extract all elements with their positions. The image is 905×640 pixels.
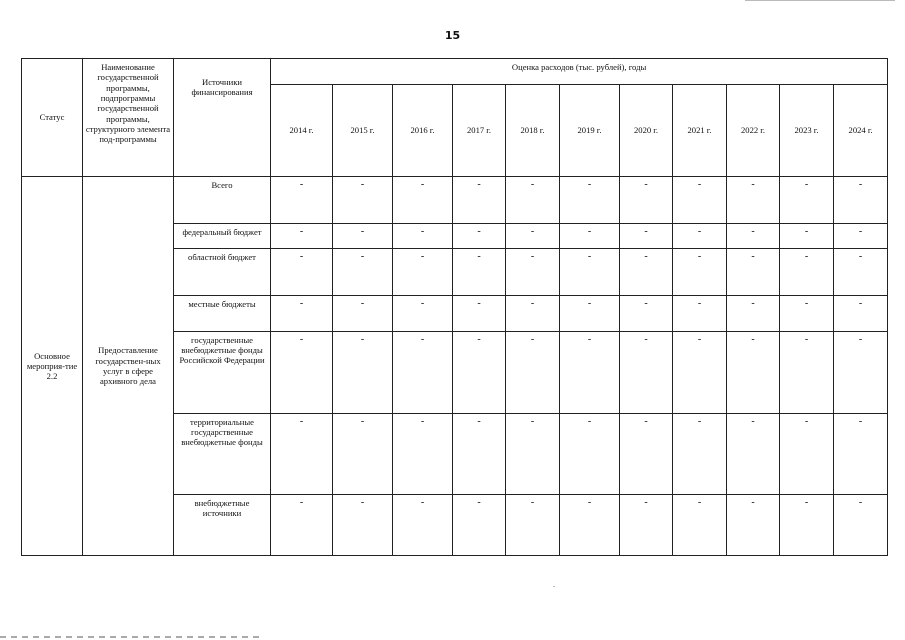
page-number: 15	[444, 29, 461, 42]
value-cell: -	[834, 177, 888, 224]
value-cell: -	[506, 296, 560, 331]
funding-source-cell: федеральный бюджет	[174, 224, 271, 249]
header-year: 2015 г.	[333, 85, 393, 177]
value-cell: -	[560, 249, 620, 296]
value-cell: -	[506, 249, 560, 296]
value-cell: -	[620, 249, 673, 296]
value-cell: -	[834, 331, 888, 413]
value-cell: -	[333, 177, 393, 224]
header-name: Наименование государственной программы, подпрограммы государственной программы, структурного элемента под-программы	[83, 59, 174, 177]
funding-source-cell: территориальные государственные внебюджетные фонды	[174, 413, 271, 494]
status-cell: Основное мероприя-тие 2.2	[22, 177, 83, 556]
value-cell: -	[727, 413, 780, 494]
value-cell: -	[453, 177, 506, 224]
header-year: 2019 г.	[560, 85, 620, 177]
table-row	[22, 177, 888, 224]
header-year: 2016 г.	[393, 85, 453, 177]
value-cell: -	[620, 494, 673, 555]
value-cell: -	[727, 177, 780, 224]
funding-source-cell: областной бюджет	[174, 249, 271, 296]
value-cell: -	[834, 296, 888, 331]
funding-source-cell: внебюджетные источники	[174, 494, 271, 555]
value-cell: -	[620, 177, 673, 224]
value-cell: -	[560, 224, 620, 249]
value-cell: -	[393, 413, 453, 494]
value-cell: -	[780, 494, 834, 555]
value-cell: -	[834, 249, 888, 296]
value-cell: -	[727, 249, 780, 296]
value-cell: -	[333, 331, 393, 413]
value-cell: -	[620, 224, 673, 249]
funding-source-cell: государственные внебюджетные фонды Российской Федерации	[174, 331, 271, 413]
value-cell: -	[780, 413, 834, 494]
header-year: 2022 г.	[727, 85, 780, 177]
value-cell: -	[560, 413, 620, 494]
value-cell: -	[453, 224, 506, 249]
value-cell: -	[393, 177, 453, 224]
value-cell: -	[506, 177, 560, 224]
funding-source-cell: местные бюджеты	[174, 296, 271, 331]
value-cell: -	[673, 177, 727, 224]
value-cell: -	[333, 296, 393, 331]
value-cell: -	[727, 331, 780, 413]
value-cell: -	[453, 331, 506, 413]
value-cell: -	[506, 413, 560, 494]
header-year: 2017 г.	[453, 85, 506, 177]
value-cell: -	[506, 331, 560, 413]
value-cell: -	[620, 296, 673, 331]
header-sources: Источники финансирования	[174, 59, 271, 177]
value-cell: -	[393, 249, 453, 296]
value-cell: -	[673, 413, 727, 494]
value-cell: -	[834, 494, 888, 555]
bottom-scan-noise	[0, 636, 260, 638]
value-cell: -	[560, 177, 620, 224]
value-cell: -	[834, 413, 888, 494]
value-cell: -	[780, 177, 834, 224]
value-cell: -	[673, 331, 727, 413]
value-cell: -	[333, 413, 393, 494]
value-cell: -	[271, 494, 333, 555]
value-cell: -	[560, 494, 620, 555]
value-cell: -	[393, 331, 453, 413]
header-status: Статус	[22, 59, 83, 177]
value-cell: -	[271, 224, 333, 249]
scan-mark	[553, 586, 555, 587]
value-cell: -	[780, 331, 834, 413]
value-cell: -	[453, 296, 506, 331]
value-cell: -	[271, 331, 333, 413]
value-cell: -	[271, 249, 333, 296]
funding-source-cell: Всего	[174, 177, 271, 224]
value-cell: -	[393, 296, 453, 331]
value-cell: -	[271, 296, 333, 331]
header-expenses: Оценка расходов (тыс. рублей), годы	[271, 59, 888, 85]
top-rule	[745, 0, 895, 1]
value-cell: -	[620, 413, 673, 494]
header-year: 2020 г.	[620, 85, 673, 177]
value-cell: -	[673, 494, 727, 555]
header-year: 2021 г.	[673, 85, 727, 177]
value-cell: -	[673, 249, 727, 296]
value-cell: -	[834, 224, 888, 249]
value-cell: -	[506, 224, 560, 249]
value-cell: -	[780, 296, 834, 331]
value-cell: -	[453, 494, 506, 555]
header-year: 2018 г.	[506, 85, 560, 177]
value-cell: -	[727, 494, 780, 555]
header-year: 2024 г.	[834, 85, 888, 177]
value-cell: -	[620, 331, 673, 413]
value-cell: -	[780, 249, 834, 296]
value-cell: -	[333, 494, 393, 555]
value-cell: -	[673, 224, 727, 249]
value-cell: -	[560, 296, 620, 331]
value-cell: -	[271, 413, 333, 494]
value-cell: -	[333, 224, 393, 249]
value-cell: -	[393, 494, 453, 555]
value-cell: -	[673, 296, 727, 331]
value-cell: -	[333, 249, 393, 296]
budget-table	[21, 58, 888, 556]
program-name-cell: Предоставление государствен-ных услуг в сфере архивного дела	[83, 177, 174, 556]
value-cell: -	[453, 249, 506, 296]
value-cell: -	[506, 494, 560, 555]
value-cell: -	[393, 224, 453, 249]
value-cell: -	[271, 177, 333, 224]
value-cell: -	[453, 413, 506, 494]
value-cell: -	[727, 296, 780, 331]
value-cell: -	[727, 224, 780, 249]
header-year: 2014 г.	[271, 85, 333, 177]
value-cell: -	[780, 224, 834, 249]
header-year: 2023 г.	[780, 85, 834, 177]
value-cell: -	[560, 331, 620, 413]
